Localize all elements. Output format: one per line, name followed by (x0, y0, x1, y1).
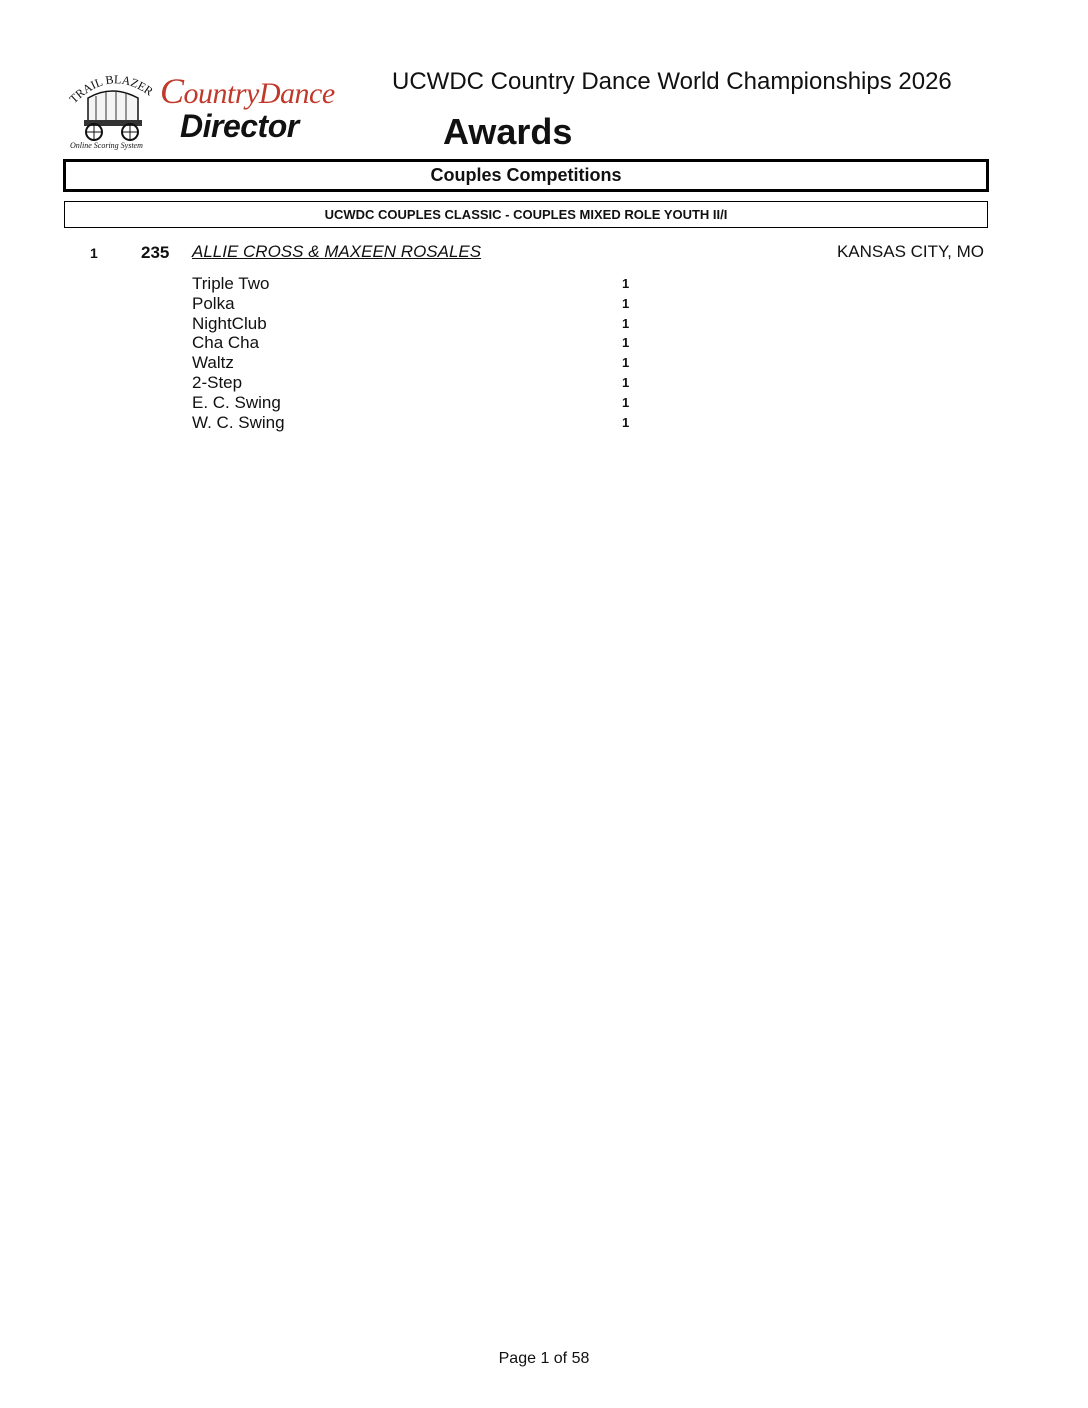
country-dance-logo-c: C (160, 71, 184, 111)
dance-place: 1 (622, 335, 630, 351)
country-dance-logo-text (160, 70, 335, 112)
dance-place: 1 (622, 355, 630, 371)
dance-row (192, 373, 652, 393)
dance-row (192, 393, 652, 413)
result-placing: 1 (90, 245, 98, 261)
page-number: Page 1 of 58 (498, 1350, 590, 1367)
trail-blazer-logo (66, 70, 158, 152)
section-title-box: Couples Competitions (63, 159, 989, 192)
dance-name: Cha Cha (192, 333, 260, 353)
dance-place: 1 (622, 374, 630, 390)
couple-city: KANSAS CITY, MO (836, 242, 984, 261)
dance-name: W. C. Swing (192, 412, 285, 432)
competitor-number: 235 (141, 243, 170, 262)
dance-row (192, 314, 652, 334)
country-dance-logo-rest: ountryDance (183, 77, 335, 110)
director-logo-text: Director (180, 108, 299, 144)
dance-name: Waltz (192, 353, 234, 373)
dance-name: Triple Two (192, 274, 270, 293)
dance-row (192, 333, 652, 353)
dance-placements-list (192, 274, 652, 432)
event-title-box: UCWDC COUPLES CLASSIC - COUPLES MIXED ROLE YOUTH II/I (64, 201, 988, 228)
couple-names: ALLIE CROSS & MAXEEN ROSALES (192, 242, 482, 261)
dance-name: E. C. Swing (192, 392, 281, 412)
dance-place: 1 (622, 414, 630, 430)
awards-heading: Awards (443, 111, 573, 152)
dance-name: Polka (192, 293, 235, 313)
dance-place: 1 (622, 315, 630, 331)
dance-row (192, 413, 652, 433)
dance-row (192, 353, 652, 373)
dance-place: 1 (622, 276, 630, 291)
dance-place: 1 (622, 295, 630, 311)
dance-name: NightClub (192, 313, 267, 333)
dance-row (192, 294, 652, 314)
dance-place: 1 (622, 394, 630, 410)
trail-blazer-text: TRAIL BLAZER (66, 72, 156, 107)
dance-row (192, 274, 652, 294)
dance-name: 2-Step (192, 372, 243, 392)
trail-blazer-subtitle: Online Scoring System (70, 141, 143, 150)
document-title: UCWDC Country Dance World Championships 2026 (392, 68, 952, 95)
